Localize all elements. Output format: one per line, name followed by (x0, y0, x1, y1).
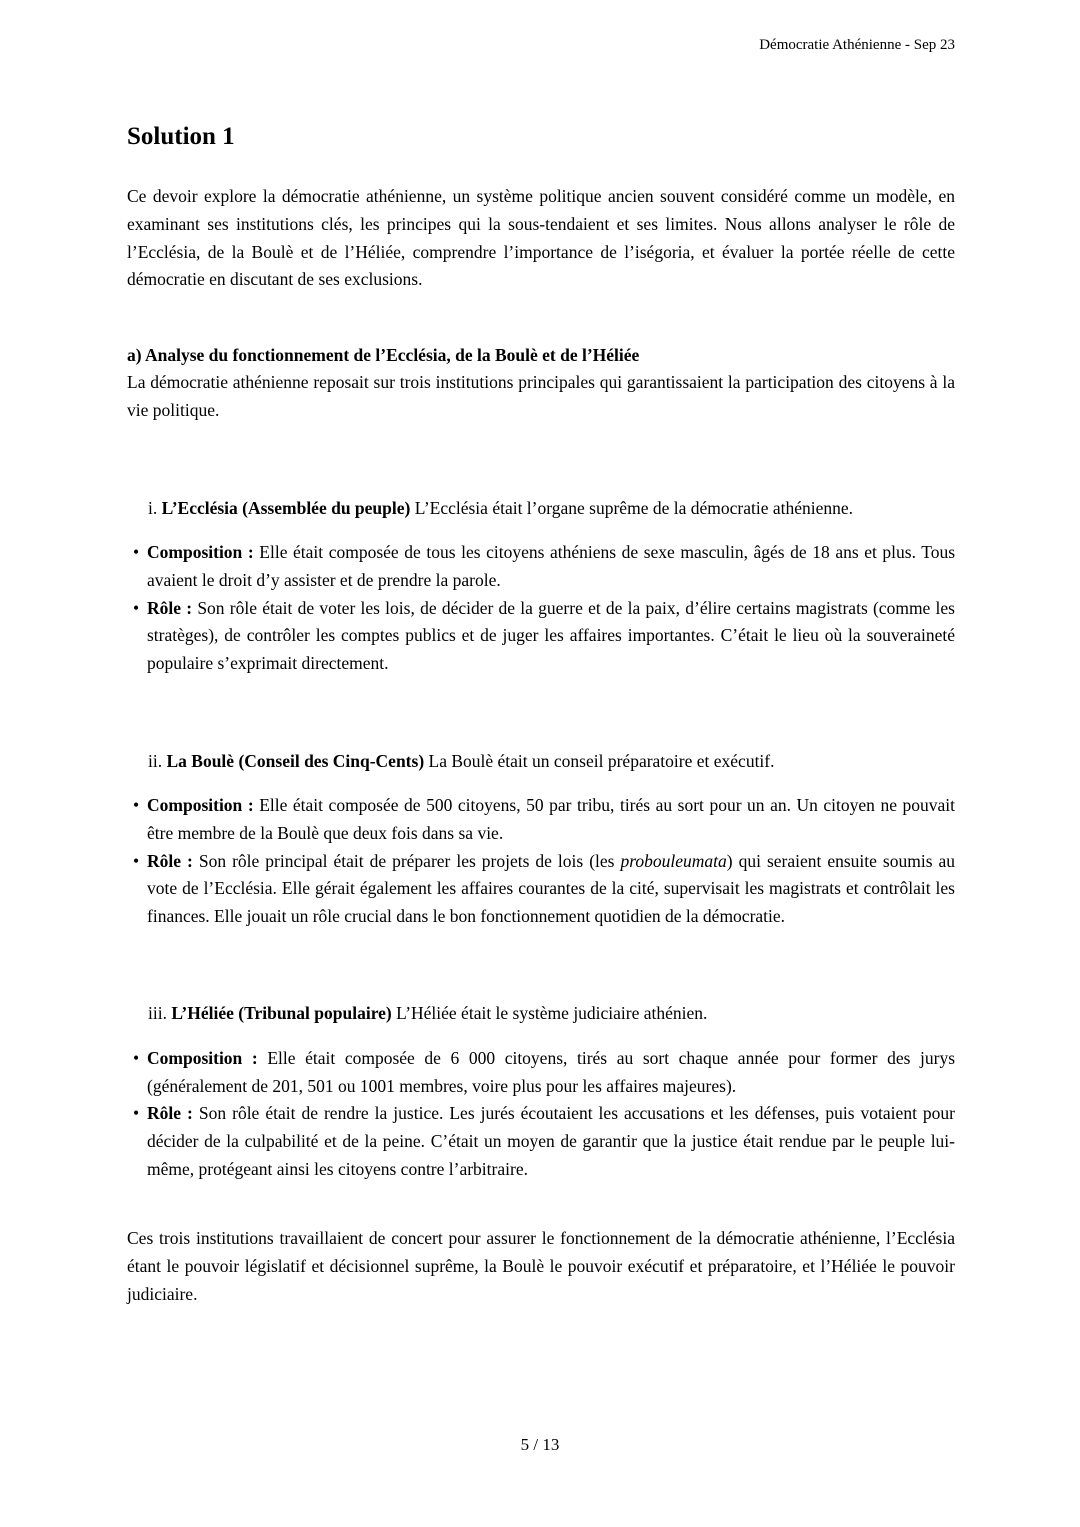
list-item (127, 1100, 955, 1183)
bullet-icon: • (133, 597, 140, 618)
item-ii-text: La Boulè était un conseil préparatoire et exécutif. (428, 750, 775, 771)
bullet-label: Rôle : (147, 597, 193, 618)
item-ii-title: La Boulè (Conseil des Cinq-Cents) (166, 750, 425, 771)
page-header (127, 36, 955, 55)
page-number: 5 / 13 (520, 1435, 560, 1455)
item-i-number: i. (148, 497, 158, 518)
item-iii-title: L’Héliée (Tribunal populaire) (171, 1003, 392, 1024)
bullet-icon: • (133, 850, 140, 871)
bullet-label: Rôle : (147, 850, 193, 871)
running-header: Démocratie Athénienne - Sep 23 (759, 37, 955, 53)
section-a-lead: La démocratie athénienne reposait sur trois institutions principales qui garantissaient la participation des citoyens à la vie politique. (127, 372, 955, 421)
bullet-text: Elle était composée de 500 citoyens, 50 par tribu, tirés au sort pour un an. Un citoyen ne pouvait être membre de la Boulè que deux fois dans sa vie. (147, 795, 955, 843)
bullet-icon: • (133, 1103, 140, 1124)
solution-title: Solution 1 (127, 122, 235, 150)
bullet-text: Son rôle était de voter les lois, de décider de la guerre et de la paix, d’élire certains magistrats (comme les stratèges), de contrôler les comptes publics et de juger les affaires importantes. C’était le lieu où la souveraineté populaire s’exprimait directement. (147, 597, 955, 673)
bullet-text: Son rôle était de rendre la justice. Les jurés écoutaient les accusations et les défenses, puis votaient pour décider de la culpabilité et de la peine. C’était un moyen de garantir que la justice était rendue par le peuple lui-même, protégeant ainsi les citoyens contre l’arbitraire. (147, 1103, 956, 1179)
bullet-icon: • (133, 795, 140, 816)
item-iii-heading (148, 1000, 955, 1028)
bullet-label: Composition : (147, 542, 254, 563)
item-ii-number: ii. (148, 750, 163, 771)
item-ii-bullet-list (127, 792, 955, 930)
conclusion-paragraph: Ces trois institutions travaillaient de concert pour assurer le fonctionnement de la démocratie athénienne, l’Ecclésia étant le pouvoir législatif et décisionnel suprême, la Boulè le pouvoir exécutif et préparatoire, et l’Héliée le pouvoir judiciaire. (127, 1228, 955, 1304)
item-i-bullet-list (127, 539, 955, 677)
list-item (127, 848, 955, 931)
item-ii-heading (148, 748, 955, 776)
list-item (127, 1045, 955, 1100)
bullet-text-before: Son rôle principal était de préparer les projets de lois (les (198, 850, 615, 871)
item-iii-number: iii. (148, 1003, 167, 1024)
item-iii-bullet-list (127, 1045, 955, 1183)
list-item (127, 539, 955, 594)
bullet-label: Rôle : (147, 1103, 193, 1124)
bullet-text: Elle était composée de 6 000 citoyens, tirés au sort chaque année pour former des jurys (généralement de 201, 501 ou 1001 membres, voire plus pour les affaires majeures). (147, 1048, 956, 1096)
item-i-text: L’Ecclésia était l’organe suprême de la démocratie athénienne. (414, 497, 854, 518)
bullet-italic-term: probouleumata (620, 850, 727, 871)
section-a-heading: a) Analyse du fonctionnement de l’Ecclésia, de la Boulè et de l’Héliée (127, 344, 640, 365)
list-item (127, 792, 955, 847)
intro-paragraph: Ce devoir explore la démocratie athénienne, un système politique ancien souvent considéré comme un modèle, en examinant ses institutions clés, les principes qui la sous-tendaient et ses limites. Nous allons analyser le rôle de l’Ecclésia, de la Boulè et de l’Héliée, comprendre l’importance de l’iségoria, et évaluer la portée réelle de cette démocratie en discutant de ses exclusions. (127, 186, 955, 290)
bullet-text-after: ) qui seraient ensuite soumis au vote de l’Ecclésia. Elle gérait également les affaires courantes de la cité, supervisait les magistrats et contrôlait les finances. Elle jouait un rôle crucial dans le bon fonctionnement quotidien de la démocratie. (147, 850, 956, 926)
item-iii-text: L’Héliée était le système judiciaire athénien. (396, 1003, 708, 1024)
item-i-title: L’Ecclésia (Assemblée du peuple) (161, 497, 411, 518)
bullet-icon: • (133, 1048, 140, 1069)
page-footer (0, 1432, 1080, 1459)
item-i-heading (148, 495, 955, 523)
list-item (127, 595, 955, 678)
bullet-text: Elle était composée de tous les citoyens athéniens de sexe masculin, âgés de 18 ans et plus. Tous avaient le droit d’y assister et de prendre la parole. (147, 542, 956, 591)
bullet-icon: • (133, 542, 140, 563)
bullet-label: Composition : (147, 795, 254, 816)
bullet-label: Composition : (147, 1048, 258, 1069)
